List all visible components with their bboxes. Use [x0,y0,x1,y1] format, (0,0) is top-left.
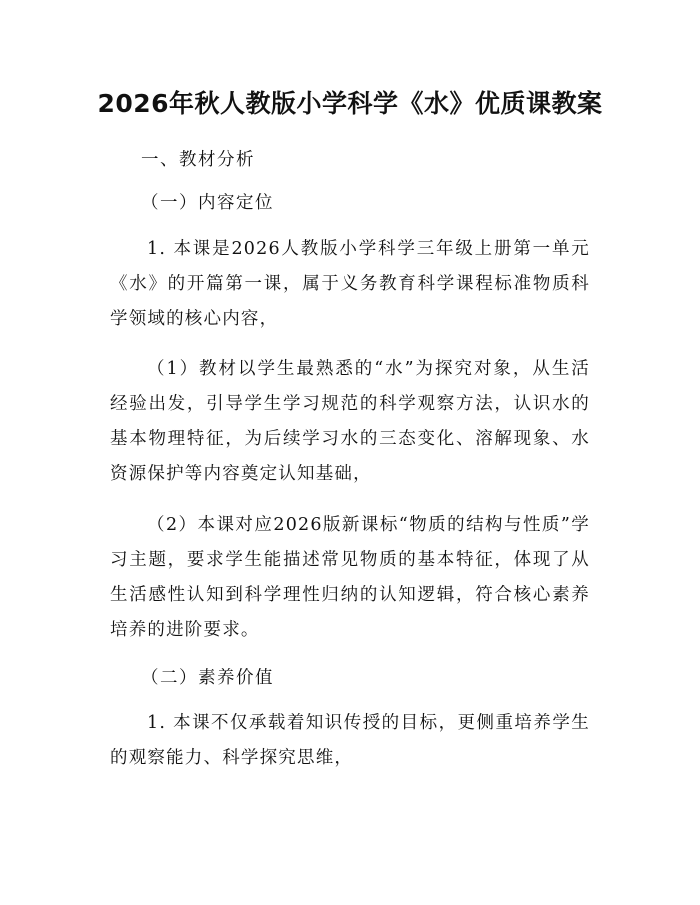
paragraph-lesson-overview: 1. 本课是2026人教版小学科学三年级上册第一单元《水》的开篇第一课，属于义务教育科学课程标准物质科学领域的核心内容， [110,239,590,329]
document-title: 2026年秋人教版小学科学《水》优质课教案 [97,89,603,118]
paragraph-textbook-content: （1）教材以学生最熟悉的“水”为探究对象，从生活经验出发，引导学生学习规范的科学观察方法，认识水的基本物理特征，为后续学习水的三态变化、溶解现象、水资源保护等内容奠定认知基础， [110,359,590,484]
subheading-literacy-value: （二）素养价值 [141,668,274,688]
subheading-content-positioning: （一）内容定位 [141,193,274,213]
paragraph-curriculum-standard: （2）本课对应2026版新课标“物质的结构与性质”学习主题，要求学生能描述常见物质的基本特征，体现了从生活感性认知到科学理性归纳的认知逻辑，符合核心素养培养的进阶要求。 [110,515,590,640]
paragraph-literacy-goals: 1. 本课不仅承载着知识传授的目标，更侧重培养学生的观察能力、科学探究思维， [110,713,590,768]
section-heading-textbook-analysis: 一、教材分析 [141,150,255,170]
